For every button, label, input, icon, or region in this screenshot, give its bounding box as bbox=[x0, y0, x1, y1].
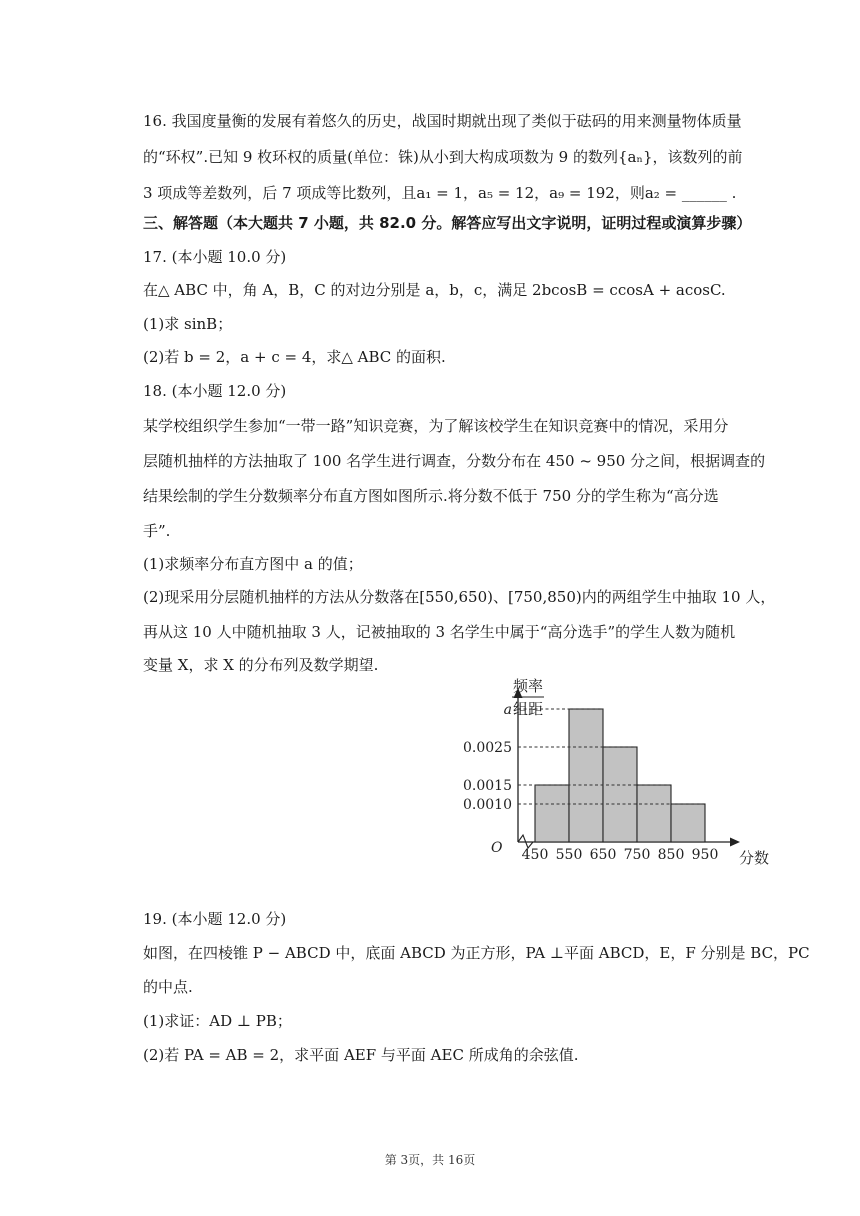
q16-line-1: 16. 我国度量衡的发展有着悠久的历史，战国时期就出现了类似于砝码的用来测量物体质量 bbox=[143, 112, 742, 130]
q18-line-2: 层随机抽样的方法抽取了 100 名学生进行调查，分数分布在 450 ~ 950 分之间，根据调查的 bbox=[143, 452, 766, 470]
q16-line-3: 3 项成等差数列，后 7 项成等比数列，且a₁ = 1，a₅ = 12，a₉ = 192，则a₂ = ______ . bbox=[143, 184, 737, 202]
x-axis-arrow bbox=[730, 838, 740, 847]
y-label-denominator: 组距 bbox=[512, 700, 544, 718]
q19-line-2: 的中点. bbox=[143, 978, 193, 996]
q18-line-3: 结果绘制的学生分数频率分布直方图如图所示.将分数不低于 750 分的学生称为“高分选 bbox=[143, 487, 719, 505]
x-tick-label: 450 bbox=[521, 847, 549, 863]
histogram-bar bbox=[671, 804, 705, 842]
q17-line-1: 在△ ABC 中，角 A，B，C 的对边分别是 a，b，c，满足 2bcosB = ccosA + acosC. bbox=[143, 281, 726, 299]
x-tick-label: 750 bbox=[623, 847, 651, 863]
q18-part-2b: 再从这 10 人中随机抽取 3 人，记被抽取的 3 名学生中属于“高分选手”的学生人数为随机 bbox=[143, 623, 736, 641]
x-tick-label: 550 bbox=[555, 847, 583, 863]
y-tick-label: a bbox=[503, 702, 512, 718]
x-tick-label: 850 bbox=[657, 847, 685, 863]
page-footer: 第 3页，共 16页 bbox=[384, 1153, 476, 1167]
q18-part-1: (1)求频率分布直方图中 a 的值； bbox=[143, 555, 363, 573]
q18-line-1: 某学校组织学生参加“一带一路”知识竞赛，为了解该校学生在知识竞赛中的情况，采用分 bbox=[143, 417, 729, 435]
x-tick-label: 950 bbox=[691, 847, 719, 863]
q19-line-1: 如图，在四棱锥 P − ABCD 中，底面 ABCD 为正方形，PA ⊥平面 ABCD，E，F 分别是 BC，PC bbox=[143, 944, 810, 962]
y-label-numerator: 频率 bbox=[512, 677, 544, 695]
q17-part-1: (1)求 sinB； bbox=[143, 315, 233, 333]
q18-line-4: 手”. bbox=[143, 522, 171, 540]
q18-header: 18. (本小题 12.0 分) bbox=[143, 382, 287, 400]
y-tick-label: 0.0025 bbox=[463, 740, 512, 756]
origin-label: O bbox=[491, 840, 503, 856]
frequency-histogram bbox=[440, 672, 770, 882]
q18-part-2a: (2)现采用分层随机抽样的方法从分数落在[550,650)、[750,850)内的两组学生中抽取 10 人， bbox=[143, 588, 776, 606]
q17-part-2: (2)若 b = 2，a + c = 4，求△ ABC 的面积. bbox=[143, 348, 446, 366]
histogram-bar bbox=[637, 785, 671, 842]
histogram-bar bbox=[535, 785, 569, 842]
y-tick-label: 0.0015 bbox=[463, 778, 512, 794]
histogram-bar bbox=[603, 747, 637, 842]
q18-part-2c: 变量 X，求 X 的分布列及数学期望. bbox=[143, 656, 379, 674]
histogram-bar bbox=[569, 709, 603, 842]
y-tick-label: 0.0010 bbox=[463, 797, 512, 813]
q17-header: 17. (本小题 10.0 分) bbox=[143, 248, 287, 266]
x-tick-label: 650 bbox=[589, 847, 617, 863]
q19-part-2: (2)若 PA = AB = 2，求平面 AEF 与平面 AEC 所成角的余弦值. bbox=[143, 1046, 579, 1064]
section-heading: 三、解答题（本大题共 7 小题，共 82.0 分。解答应写出文字说明，证明过程或演算步骤） bbox=[143, 214, 752, 232]
q19-part-1: (1)求证：AD ⊥ PB； bbox=[143, 1012, 292, 1030]
q19-header: 19. (本小题 12.0 分) bbox=[143, 910, 287, 928]
q16-line-2: 的“环权”.已知 9 枚环权的质量(单位：铢)从小到大构成项数为 9 的数列{aₙ}，该数列的前 bbox=[143, 148, 743, 166]
x-axis-label: 分数 bbox=[739, 849, 770, 867]
